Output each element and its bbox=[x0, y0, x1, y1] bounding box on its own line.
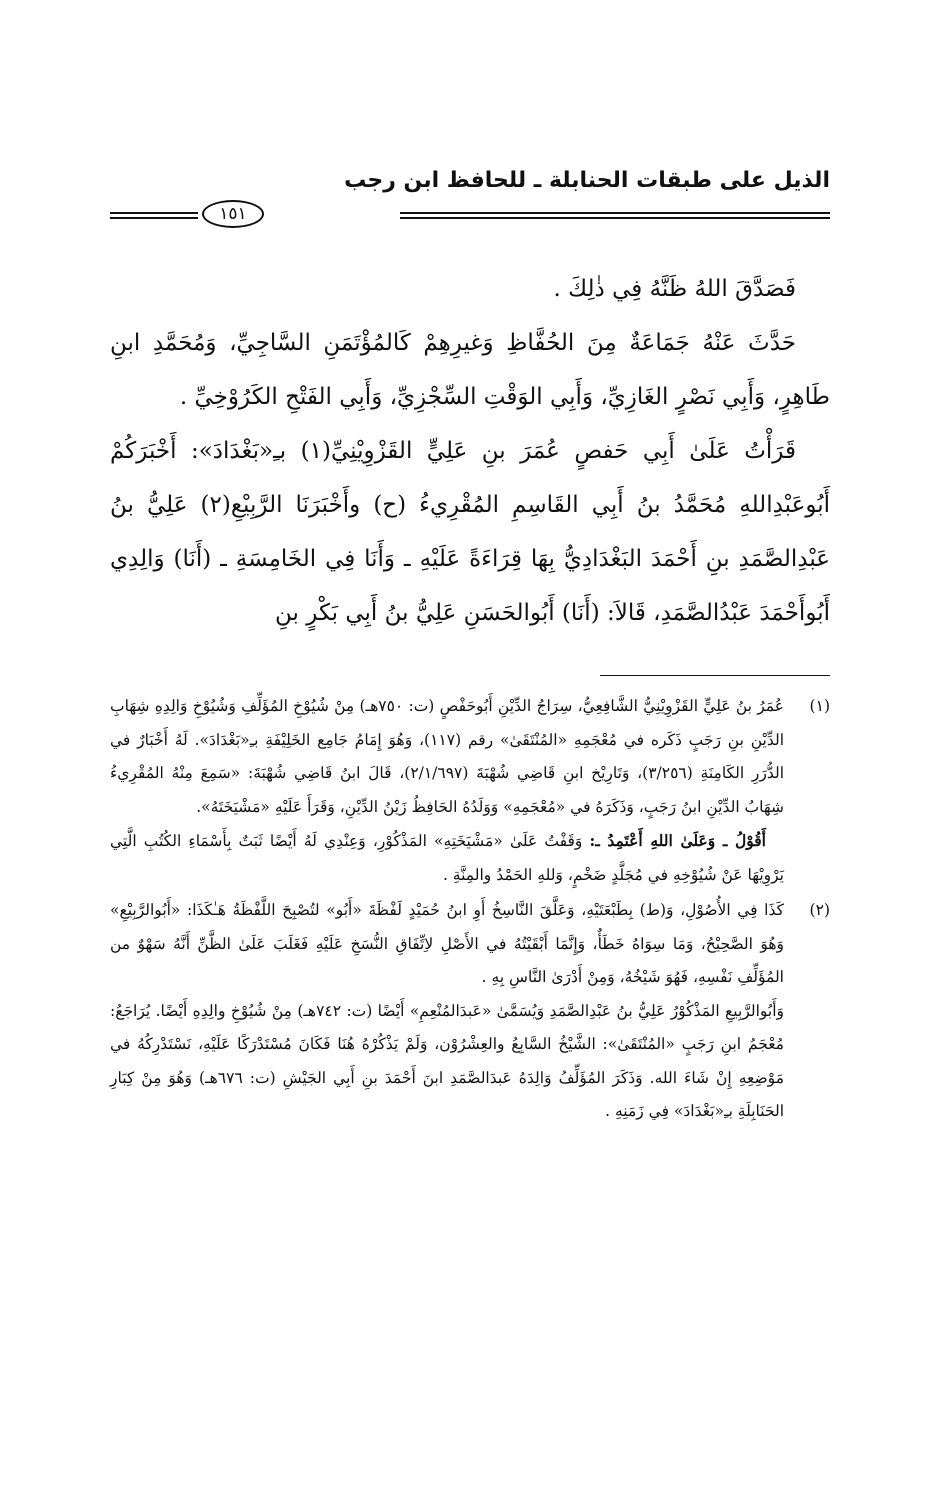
footnote-1-para-2 bbox=[110, 824, 784, 892]
footnotes bbox=[110, 690, 830, 1129]
footnote-1-para-1: عُمَرُ بنُ عَلِيٍّ القَزْوِيْنِيُّ الشَّافِعِيُّ، سِرَاجُ الدِّيْنِ أَبُوحَفْصٍ (ت: ٧٥٠هـ) مِنْ شُيُوْخِ المُؤَلِّفِ وَشُيُوْخِ وَالِدِهِ شِهَابِ الدِّيْنِ بنِ رَجَبٍ ذَكَره في مُعْجَمِهِ «المُنْتَقَىٰ» رقم (١١٧)، وَهُوَ إِمَامُ جَامِع الخَلِيْفَةِ بـِ«بَغْدَادَ». لَهُ أَخْبَارٌ في الدُّرَرِ الكَامِنَةِ (٣/٢٥٦)، وَتَارِيْخ ابنِ قَاضِي شُهْبَةَ (٢/١/٦٩٧)، قَالَ ابنُ قَاضِي شُهْبَةَ: «سَمِعَ مِنْهُ المُقْرِيءُ شِهَابُ الدِّيْنِ ابنُ رَجَبٍ، وَذَكَرَهُ في «مُعْجَمِهِ» وَوَلَدُهُ الحَافِظُ زَيْنُ الدِّيْنِ، وَقَرَأَ عَلَيْهِ «مَشْيَخَتَهُ». bbox=[110, 697, 784, 816]
header-rule bbox=[110, 200, 830, 230]
footnote-number: (١) bbox=[809, 697, 830, 715]
footnote-separator bbox=[600, 675, 830, 676]
footnote-2 bbox=[110, 894, 830, 1129]
footnote-number: (٢) bbox=[809, 901, 830, 919]
paragraph-3: قَرَأْتُ عَلَىٰ أَبِي حَفصٍ عُمَرَ بنِ عَلِيٍّ القَزْوِيْنِيِّ(١) بـِ«بَغْدَادَ»: أَخْبَرَكُمْ أَبُوعَبْدِاللهِ مُحَمَّدُ بنُ أَبِي القَاسِمِ المُقْرِيءُ (ح) وأَخْبَرَنَا الرَّبِيْعِ(٢) عَلِيُّ بنُ عَبْدِالصَّمَدِ بنِ أَحْمَدَ البَغْدَادِيُّ بِهَا قِرَاءَةً عَلَيْهِ ـ وَأَنَا فِي الخَامِسَةِ ـ (أَنَا) وَالِدِي أَبُوأَحْمَدَ عَبْدُالصَّمَدِ، قَالاَ: (أَنَا) أَبُوالحَسَنِ عَلِيُّ بنُ أَبِي بَكْرٍ بنِ bbox=[110, 438, 830, 626]
page-number: ١٥١ bbox=[202, 200, 264, 228]
paragraph-2: حَدَّثَ عَنْهُ جَمَاعَةٌ مِنَ الحُفَّاظِ وَغيرِهِمْ كَالمُؤْتَمَنِ السَّاجِيِّ، وَمُحَمَّدِ ابنِ طَاهِرٍ، وَأَبِي نَصْرٍ الغَازِيِّ، وَأَبِي الوَقْتِ السِّجْزِيِّ، وَأَبِي الفَتْحِ الكَرُوْخِيِّ . bbox=[110, 330, 830, 410]
footnote-2-para-1: كَذَا فِي الأُصُوْلِ، وَ(ط) بِطَبْعَتَيْهِ، وَعَلَّقَ النَّاسِخُ أَوِ ابنُ حُمَيْدٍ لَفْظَةَ «أَبُو» لتُصْبِحَ اللَّفْظَةُ هَـٰكَذَا: «أَبُوالرَّبِيْعِ» وَهُوَ الصَّحِيْحُ، وَمَا سِوَاهُ خَطَأٌ، وَإِنَّمَا أَبْقَيْتُهُ في الأَصْلِ لاِتِّفَاقِ النُّسَخِ عَلَيْهِ فَغَلَبَ عَلَىٰ الظَّنِّ أَنَّهُ سَهْوٌ من المُؤَلِّفِ نَفْسِهِ، فَهُوَ شَيْخُهُ، وَمِنْ أَدْرَىٰ النَّاسِ بِهِ . bbox=[110, 901, 784, 986]
footnote-2-para-2: وَأَبُوالرَّبِيعِ المَذْكُوْرُ عَلِيُّ بنُ عَبْدِالصَّمَدِ وَيُسَمَّىٰ «عَبدَالمُنْعِمِ» أَيْضًا (ت: ٧٤٢هـ) مِنْ شُيُوْخِ والِدِهِ أَيْضًا. يُرَاجَعُ: مُعْجَمُ ابنِ رَجَبٍ «المُنْتَقَىٰ»: الشَّيْخُ السَّابِعُ والعِشْرُوْن، وَلَمْ يَذْكُرْهُ هُنَا فَكَانَ مُسْتَدْرَكًا عَلَيْهِ، نَسْتَدْرِكُهُ في مَوْضِعِهِ إِنْ شَاءَ الله. وَذَكَرَ المُؤَلِّفُ وَالِدَهُ عَبدَالصَّمَدِ ابنَ أَحْمَدَ بنِ أَبِي الجَيْشِ (ت: ٦٧٦هـ) وَهُوَ مِنْ كِبَارِ الحَنَابِلَةِ بـِ«بَغْدَادَ» فِي زَمَنِهِ . bbox=[110, 1001, 784, 1120]
running-header-title: الذيل على طبقات الحنابلة ـ للحافظ ابن رجب bbox=[344, 168, 830, 193]
footnote-1 bbox=[110, 690, 830, 892]
header-double-rule-left bbox=[110, 212, 198, 219]
main-text bbox=[110, 262, 830, 640]
footnote-1-para-2-text: وَقَفْتُ عَلَىٰ «مَشْيَخَتِهِ» المَذْكُوْرِ، وَعِنْدِي لَهُ أَيْضًا ثَبَتٌ بِأَسْمَاءِ الكُتُبِ الَّتِي يَرْوِيْهَا عَنْ شُيُوْخِهِ في مُجَلَّدٍ ضَخْمٍ، وَللهِ الحَمْدُ والمِنَّةِ . bbox=[110, 832, 784, 884]
footnote-1-bold-lead: أَقُوْلُ ـ وَعَلَىٰ اللهِ أَعْتَمِدُ ـ: bbox=[589, 831, 766, 850]
book-page bbox=[110, 0, 830, 1489]
paragraph-1: فَصَدَّقَ اللهُ ظَنَّهُ فِي ذٰلِكَ . bbox=[553, 276, 796, 302]
header-double-rule-right bbox=[400, 212, 830, 219]
